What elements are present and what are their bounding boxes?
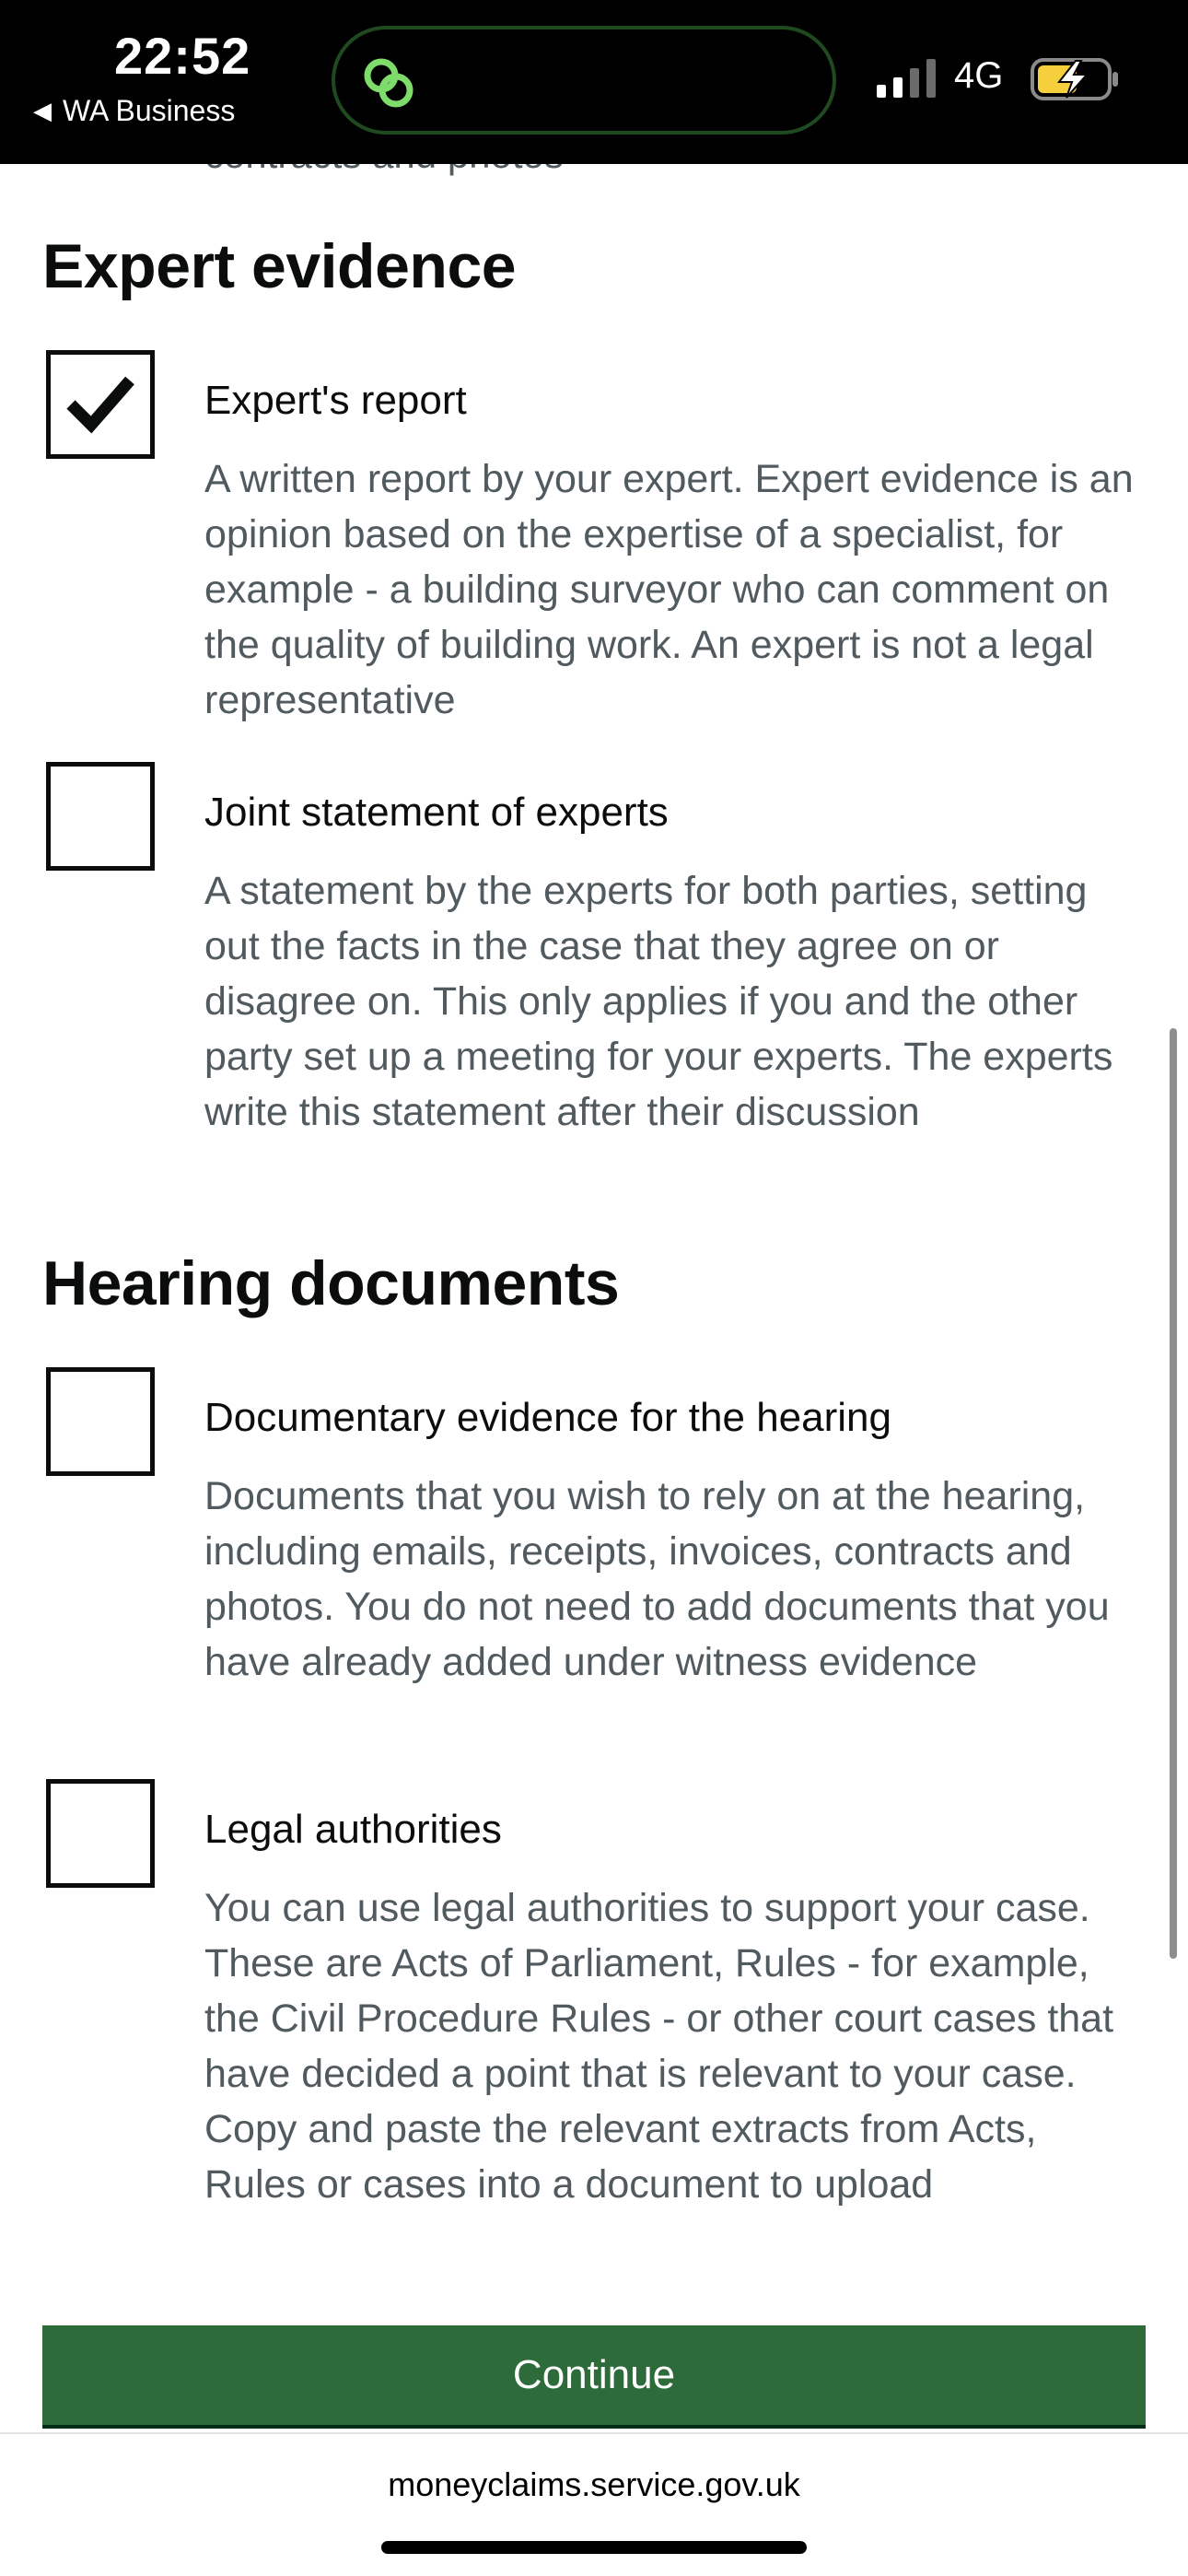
checkmark-icon [62,368,139,441]
dynamic-island[interactable] [332,26,836,135]
network-type: 4G [954,55,1004,96]
home-indicator[interactable] [381,2541,807,2554]
back-app-label: WA Business [63,94,236,127]
signal-strength-icon [875,59,939,100]
experts-report-label: Expert's report [204,378,467,423]
battery-charging-icon [1030,57,1122,101]
section-heading-hearing-documents: Hearing documents [42,1248,620,1318]
status-time: 22:52 [114,27,251,85]
documentary-evidence-label: Documentary evidence for the hearing [204,1395,891,1440]
browser-address-bar[interactable] [0,2432,1188,2576]
back-triangle-icon: ◀ [33,97,52,124]
section-heading-expert-evidence: Expert evidence [42,231,517,301]
continue-button[interactable]: Continue [42,2325,1146,2429]
joint-statement-checkbox[interactable] [46,762,155,871]
url-text[interactable]: moneyclaims.service.gov.uk [388,2465,800,2503]
documentary-evidence-hint: Documents that you wish to rely on at the hearing, including emails, receipts, invoices, contracts and photos. You do not need to add documents that you have already added under witness evidence [204,1474,1110,1684]
experts-report-checkbox[interactable] [46,350,155,459]
back-to-app-button[interactable] [33,94,235,128]
legal-authorities-hint: You can use legal authorities to support your case. These are Acts of Parliament, Rules - for example, the Civil Procedure Rules - or other court cases that have decided a point that is relevant to your case. Copy and paste the relevant extracts from Acts, Rules or cases into a document to upload [204,1886,1114,2207]
status-bar [0,0,1188,164]
legal-authorities-checkbox[interactable] [46,1779,155,1888]
documentary-evidence-checkbox[interactable] [46,1367,155,1476]
legal-authorities-label: Legal authorities [204,1807,502,1852]
joint-statement-label: Joint statement of experts [204,790,669,835]
page-scrollbar[interactable] [1170,1028,1177,1959]
link-rings-icon [359,53,418,112]
experts-report-hint: A written report by your expert. Expert evidence is an opinion based on the expertise of a specialist, for example - a building surveyor who can comment on the quality of building work. An expert is not a legal representative [204,457,1134,722]
joint-statement-hint: A statement by the experts for both parties, setting out the facts in the case that they agree on or disagree on. This only applies if you and the other party set up a meeting for your experts. The experts write this statement after their discussion [204,869,1113,1134]
